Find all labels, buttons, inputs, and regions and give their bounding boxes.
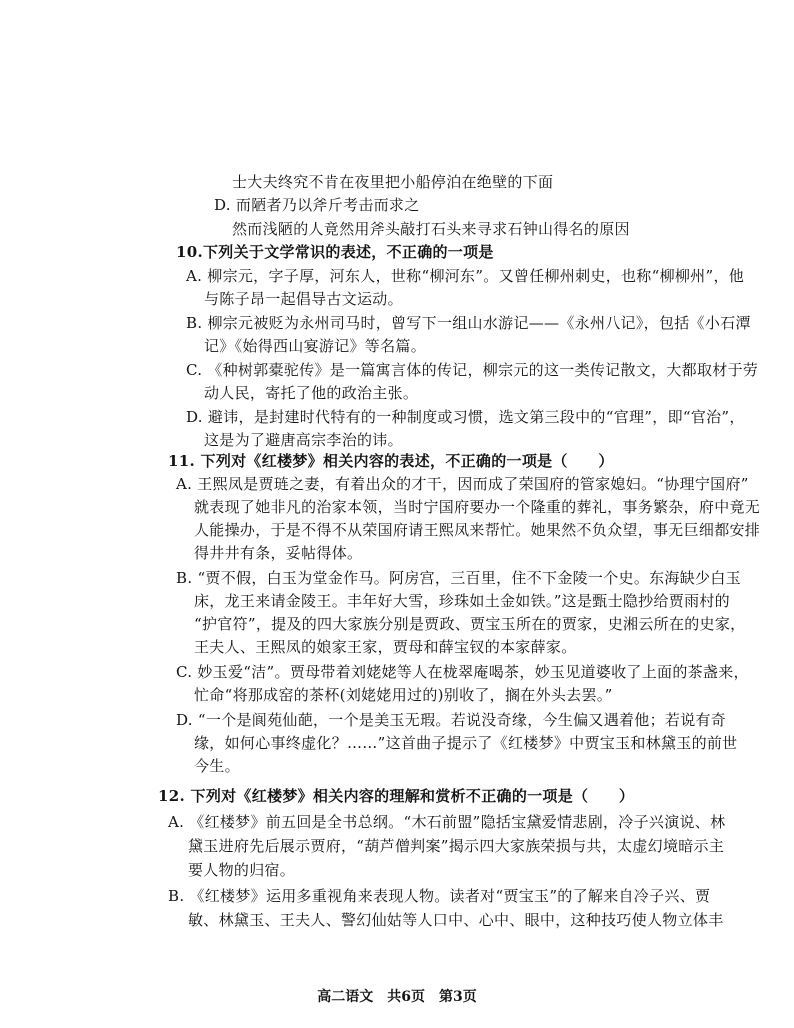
text-line: 士大夫终究不肯在夜里把小船停泊在绝壁的下面 — [232, 173, 554, 191]
question-12: 12. 下列对《红楼梦》相关内容的理解和赏析不正确的一项是（ ） — [158, 787, 635, 805]
text-line: 床，龙王来请金陵王。丰年好大雪，珍珠如土金如铁。”这是甄士隐抄给贾雨村的 — [194, 592, 730, 610]
text-line: 人能操办，于是不得不从荣国府请王熙凤来帮忙。她果然不负众望，事无巨细都安排 — [194, 521, 761, 539]
option-a: A. 王熙凤是贾琏之妻，有着出众的才干，因而成了荣国府的管家媳妇。“协理宁国府” — [176, 475, 749, 493]
option-c: C. 妙玉爱“洁”。贾母带着刘姥姥等人在栊翠庵喝茶，妙玉见道婆收了上面的茶盏来， — [176, 663, 749, 681]
option-c: C. 《种树郭橐驼传》是一篇寓言体的传记，柳宗元的这一类传记散文，大都取材于劳 — [186, 361, 759, 379]
text-line: 缘，如何心事终虚化？……”这首曲子提示了《红楼梦》中贾宝玉和林黛玉的前世 — [194, 734, 738, 752]
option-d: D. 避讳，是封建时代特有的一种制度或习惯，选文第三段中的“官理”，即“官治”， — [186, 408, 745, 426]
text-line: 动人民，寄托了他的政治主张。 — [204, 384, 419, 402]
question-11: 11. 下列对《红楼梦》相关内容的表述，不正确的一项是（ ） — [168, 452, 614, 470]
text-line: 敏、林黛玉、王夫人、警幻仙姑等人口中、心中、眼中，这种技巧使人物立体丰 — [188, 911, 724, 929]
option-b: B. “贾不假，白玉为堂金作马。阿房宫，三百里，住不下金陵一个史。东海缺少白玉 — [176, 569, 741, 587]
text-line: 这是为了避唐高宗李治的讳。 — [204, 431, 403, 449]
option-d: D. “一个是阆苑仙葩，一个是美玉无瑕。若说没奇缘，今生偏又遇着他；若说有奇 — [176, 711, 727, 729]
text-line: 今生。 — [194, 757, 240, 775]
text-line: “护官符”，提及的四大家族分别是贾政、贾宝玉所在的贾家，史湘云所在的史家， — [194, 615, 746, 633]
option-b: B. 柳宗元被贬为永州司马时，曾写下一组山水游记——《永州八记》，包括《小石潭 — [186, 314, 751, 332]
option-a: A. 柳宗元，字子厚，河东人，世称“柳河东”。又曾任柳州刺史，也称“柳柳州”，他 — [186, 267, 745, 285]
text-line: 要人物的归宿。 — [188, 861, 296, 879]
text-line: 得井井有条，妥帖得体。 — [194, 544, 363, 562]
text-line: 与陈子昂一起倡导古文运动。 — [204, 290, 403, 308]
text-line: 就表现了她非凡的治家本领，当时宁国府要办一个隆重的葬礼，事务繁杂，府中竟无 — [194, 498, 761, 516]
text-line: 王夫人、王熙凤的娘家王家，贾母和薛宝钗的本家薛家。 — [194, 638, 577, 656]
text-line: 忙命“将那成窑的茶杯(刘姥姥用过的)别收了，搁在外头去罢。” — [194, 686, 613, 704]
option-a: A. 《红楼梦》前五回是全书总纲。“木石前盟”隐括宝黛爱情悲剧，冷子兴演说、林 — [168, 813, 726, 831]
question-10: 10.下列关于文学常识的表述，不正确的一项是 — [176, 243, 494, 261]
text-line: 然而浅陋的人竟然用斧头敲打石头来寻求石钟山得名的原因 — [232, 220, 630, 238]
option-b: B. 《红楼梦》运用多重视角来表现人物。读者对“贾宝玉”的了解来自冷子兴、贾 — [168, 887, 711, 905]
option-d: D. 而陋者乃以斧斤考击而求之 — [214, 196, 420, 214]
text-line: 黛玉进府先后展示贾府，“葫芦僧判案”揭示四大家族荣损与共，太虚幻境暗示主 — [188, 837, 725, 855]
text-line: 记》《始得西山宴游记》等名篇。 — [204, 337, 427, 355]
page-footer: 高二语文 共6页 第3页 — [317, 989, 477, 1005]
